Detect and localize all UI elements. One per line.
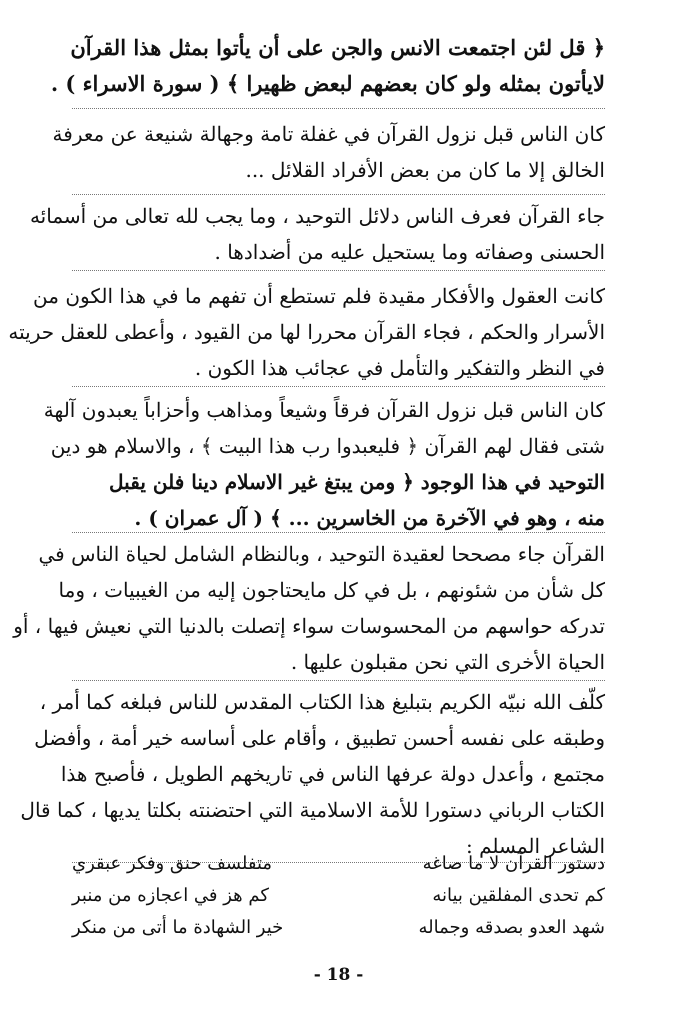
paragraph-line: الأسرار والحكم ، فجاء القرآن محررا لها من القيود ، وأعطى للعقل حريته bbox=[8, 320, 605, 344]
paragraph-1 bbox=[52, 116, 605, 188]
section-divider bbox=[72, 386, 605, 387]
paragraph-line: كان الناس قبل نزول القرآن فرقاً وشيعاً ومذاهب وأحزاباً يعبدون آلهة bbox=[43, 398, 605, 422]
paragraph-line: مجتمع ، وأعدل دولة عرفها الناس في تاريخهم الطويل ، فأصبح هذا bbox=[60, 762, 605, 786]
paragraph-line: القرآن جاء مصححا لعقيدة التوحيد ، وبالنظام الشامل لحياة الناس في bbox=[38, 542, 605, 566]
section-divider bbox=[72, 108, 605, 109]
paragraph-line: الشاعر المسلم : bbox=[466, 834, 605, 858]
verse-line: ﴿ قل لئن اجتمعت الانس والجن على أن يأتوا بمثل هذا القرآن bbox=[70, 35, 605, 60]
paragraph-line: الحياة الأخرى التي نحن مقبلون عليها . bbox=[290, 650, 605, 674]
paragraph-line: جاء القرآن فعرف الناس دلائل التوحيد ، وما يجب لله تعالى من أسمائه bbox=[29, 204, 605, 228]
section-divider bbox=[72, 532, 605, 533]
paragraph-line: كان الناس قبل نزول القرآن في غفلة تامة وجهالة شنيعة عن معرفة bbox=[52, 122, 605, 146]
poem-verse bbox=[72, 848, 605, 880]
paragraph-line: منه ، وهو في الآخرة من الخاسرين ... ﴾ ( آل عمران ) . bbox=[134, 506, 605, 530]
paragraph-5 bbox=[13, 536, 605, 680]
poem bbox=[72, 848, 605, 944]
section-divider bbox=[72, 194, 605, 195]
paragraph-2 bbox=[29, 198, 605, 270]
paragraph-4 bbox=[43, 392, 605, 536]
poem-second-hemistich: متفلسف حنق وفكر عبقري bbox=[72, 853, 273, 874]
paragraph-line: في النظر والتفكير والتأمل في عجائب هذا الكون . bbox=[194, 356, 605, 380]
paragraph-line: كانت العقول والأفكار مقيدة فلم تستطع أن تفهم ما في هذا الكون من bbox=[33, 284, 605, 308]
paragraph-line: كلّف الله نبيّه الكريم بتبليغ هذا الكتاب المقدس للناس فبلغه كما أمر ، bbox=[39, 690, 605, 714]
paragraph-line: تدركه حواسهم من المحسوسات سواء إتصلت بالدنيا التي نعيش فيها ، أو bbox=[13, 614, 605, 638]
page-number: - 18 - bbox=[313, 965, 364, 985]
paragraph-line: وطبقه على نفسه أحسن تطبيق ، وأقام على أساسه خير أمة ، وأفضل bbox=[34, 726, 605, 750]
paragraph-line: كل شأن من شئونهم ، بل في كل مايحتاجون إليه من الغيبيات ، وما bbox=[58, 578, 605, 602]
poem-first-hemistich: دستور القرآن لا ما صاغه bbox=[422, 853, 605, 874]
paragraph-line: الكتاب الرباني دستورا للأمة الاسلامية التي احتضنته بكلتا يديها ، كما قال bbox=[20, 798, 605, 822]
section-divider bbox=[72, 270, 605, 271]
poem-first-hemistich: شهد العدو بصدقه وجماله bbox=[418, 917, 605, 938]
poem-second-hemistich: كم هز في اعجازه من منبر bbox=[72, 885, 269, 906]
paragraph-line: التوحيد في هذا الوجود ﴿ ومن يبتغ غير الاسلام دينا فلن يقبل bbox=[109, 470, 605, 494]
poem-verse bbox=[72, 880, 605, 912]
poem-first-hemistich: كم تحدى المفلقين بيانه bbox=[432, 885, 605, 906]
poem-second-hemistich: خير الشهادة ما أتى من منكر bbox=[72, 917, 284, 938]
verse-line: لايأتون بمثله ولو كان بعضهم لبعض ظهيرا ﴾ ( سورة الاسراء ) . bbox=[50, 71, 605, 96]
verse-block bbox=[50, 30, 605, 102]
paragraph-line: الحسنى وصفاته وما يستحيل عليه من أضدادها . bbox=[214, 240, 605, 264]
section-divider bbox=[72, 680, 605, 681]
paragraph-3 bbox=[8, 278, 605, 386]
paragraph-6 bbox=[20, 684, 605, 864]
paragraph-line: شتى فقال لهم القرآن ﴿ فليعبدوا رب هذا البيت ﴾ ، والاسلام هو دين bbox=[50, 434, 605, 458]
poem-verse bbox=[72, 912, 605, 944]
paragraph-line: الخالق إلا ما كان من بعض الأفراد القلائل ... bbox=[245, 158, 605, 182]
